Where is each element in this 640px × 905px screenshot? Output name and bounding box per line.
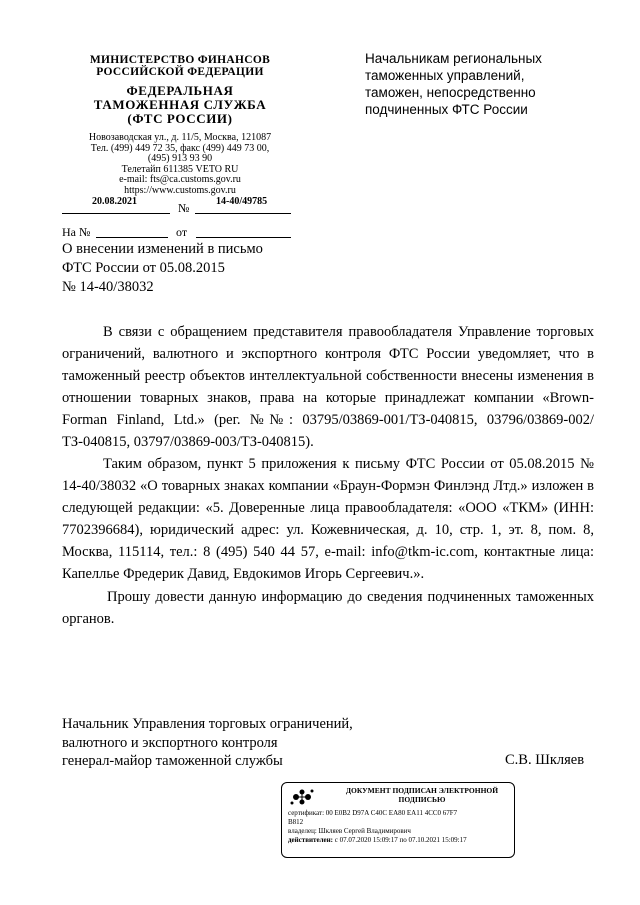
- validity-value: с 07.07.2020 15:09:17 по 07.10.2021 15:09:17: [334, 836, 467, 844]
- addressee-line: таможенных управлений,: [365, 68, 525, 83]
- stamp-header: [332, 786, 512, 804]
- stamp-header-line-1: ДОКУМЕНТ ПОДПИСАН ЭЛЕКТРОННОЙ: [345, 786, 499, 795]
- certificate-seal-icon: [288, 787, 318, 810]
- registration-date: 20.08.2021: [92, 196, 137, 207]
- reply-to-label: На №: [62, 225, 91, 239]
- teletype-line: Телетайп 611385 VETO RU: [121, 163, 239, 175]
- certificate-value-2: B812: [288, 818, 304, 826]
- stamp-details: [288, 809, 510, 845]
- subject-line: ФТС России от 05.08.2015: [62, 260, 225, 276]
- addressee-line: Начальникам региональных: [365, 51, 542, 66]
- signatory-title-line: Начальник Управления торговых ограничений,: [62, 716, 353, 732]
- service-line-3: (ФТС РОССИИ): [127, 111, 233, 126]
- stamp-validity-row: [288, 836, 510, 845]
- website-line: https://www.customs.gov.ru: [124, 184, 236, 196]
- body-paragraph: В связи с обращением представителя правообладателя Управление торговых ограничений, валютного и экспортного контроля ФТС России уведомляет, что в таможенный реестр объектов интеллектуальной собственности внесены изменения в отношении товарных знаков, права на которые принадлежат компании «Brown-Forman Finland, Ltd.» (рег. №№: 03795/03869-001/ТЗ-040815, 03796/03869-002/ТЗ-040815, 03797/03869-003/ТЗ-040815).: [62, 324, 594, 450]
- addressee-line: подчиненных ФТС России: [365, 102, 528, 117]
- stamp-certificate-row: [288, 809, 510, 818]
- ministry-name: [60, 54, 300, 78]
- body-paragraph: Таким образом, пункт 5 приложения к письму ФТС России от 05.08.2015 № 14-40/38032 «О товарных знаках компании «Браун-Формэн Финлэнд Лтд.» изложен в следующей редакции: «5. Доверенные лица правообладателя: «ООО «ТКМ» (ИНН: 7702396684), юридический адрес: ул. Кожевническая, д. 10, стр. 1, эт. 8, пом. 8, Москва, 115114, тел.: 8 (495) 540 44 57, e-mail: info@tkm-ic.com, контактные лица: Капеллье Фредерик Давид, Евдокимов Игорь Сергеевич.».: [62, 456, 594, 582]
- addressee-line: таможен, непосредственно: [365, 85, 536, 100]
- stamp-header-line-2: ПОДПИСЬЮ: [398, 795, 446, 804]
- ministry-line-1: МИНИСТЕРСТВО ФИНАНСОВ: [89, 54, 271, 66]
- subject: [62, 240, 263, 297]
- signatory-title-line: генерал-майор таможенной службы: [62, 753, 283, 769]
- subject-line: О внесении изменений в письмо: [62, 241, 263, 257]
- number-underline: [195, 213, 291, 214]
- email-line: e-mail: fts@ca.customs.gov.ru: [119, 174, 241, 185]
- registration-number: 14-40/49785: [216, 196, 268, 207]
- service-name: [60, 84, 300, 126]
- letterhead: [60, 54, 300, 196]
- reply-to-underline: [96, 237, 168, 238]
- certificate-label: сертификат:: [288, 809, 325, 817]
- e-signature-stamp: [281, 782, 515, 858]
- addressee: [365, 50, 615, 118]
- letter-body: [62, 321, 594, 630]
- phone-line: Тел. (499) 449 72 35, факс (499) 449 73 00,: [90, 142, 270, 154]
- address-line: Новозаводская ул., д. 11/5, Москва, 121087: [88, 132, 272, 143]
- owner-value: Шкляев Сергей Владимирович: [318, 827, 411, 835]
- service-line-2: ТАМОЖЕННАЯ СЛУЖБА: [93, 97, 267, 112]
- subject-line: № 14-40/38032: [62, 279, 154, 295]
- signatory-title-line: валютного и экспортного контроля: [62, 734, 278, 751]
- service-line-1: ФЕДЕРАЛЬНАЯ: [126, 83, 234, 98]
- signatory-name: С.В. Шкляев: [505, 752, 585, 768]
- date-underline: [62, 213, 170, 214]
- reply-from-underline: [196, 237, 291, 238]
- certificate-value: 00 E0B2 D97A C40C EA80 EA11 4CC0 67F7: [325, 809, 458, 817]
- owner-label: владелец:: [288, 827, 317, 835]
- validity-label: действителен:: [288, 836, 333, 844]
- body-paragraph: Прошу довести данную информацию до сведения подчиненных таможенных органов.: [62, 589, 594, 627]
- stamp-certificate-row-2: [288, 818, 510, 827]
- signatory-title: [62, 715, 353, 771]
- number-sign: №: [178, 201, 190, 215]
- contact-details: [60, 133, 300, 196]
- ministry-line-2: РОССИЙСКОЙ ФЕДЕРАЦИИ: [96, 66, 264, 78]
- stamp-owner-row: [288, 827, 510, 836]
- reply-from-label: от: [176, 225, 188, 239]
- phone-line-2: (495) 913 93 90: [147, 153, 213, 164]
